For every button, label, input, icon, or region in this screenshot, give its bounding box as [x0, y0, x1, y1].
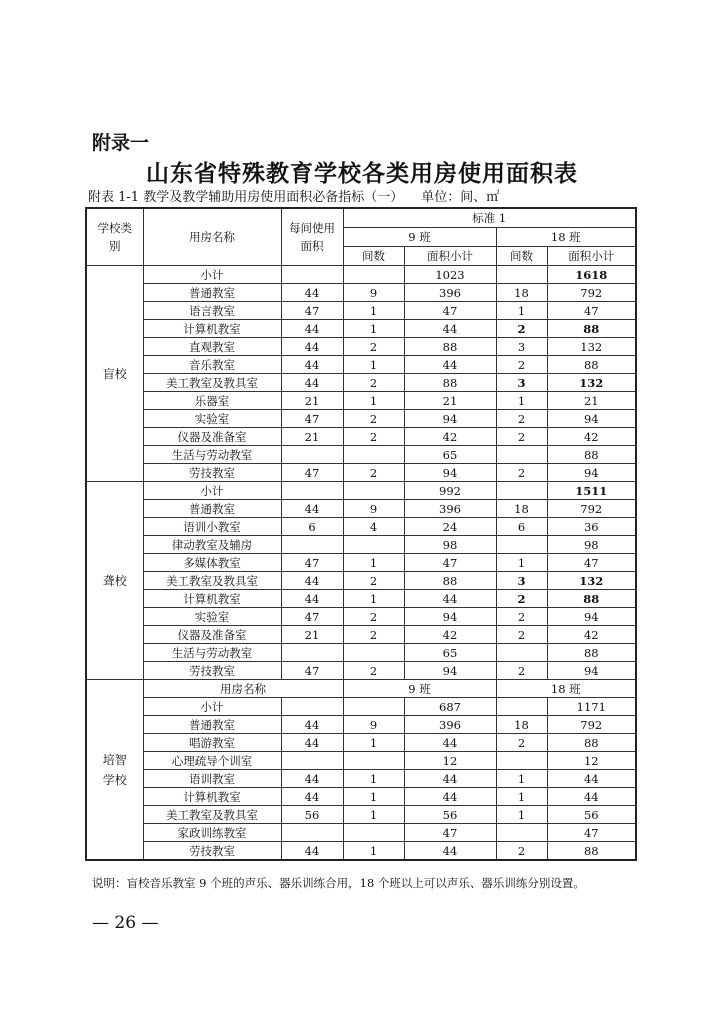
- table-row: [86, 518, 636, 536]
- count-18: 3: [496, 338, 547, 356]
- table-row: [86, 626, 636, 644]
- table-row: [86, 644, 636, 662]
- table-row: [86, 842, 636, 861]
- area-subtotal-18: 21: [547, 392, 636, 410]
- header-school-type: 学校类别: [86, 208, 143, 266]
- area-subtotal-18: 88: [547, 320, 636, 338]
- count-9: 2: [343, 572, 404, 590]
- count-18: 2: [496, 590, 547, 608]
- header-area-subtotal-9: 面积小计: [404, 247, 496, 266]
- count-18: 18: [496, 716, 547, 734]
- area-subtotal-9: 21: [404, 392, 496, 410]
- area-subtotal-18: 42: [547, 428, 636, 446]
- header-room-name: 用房名称: [143, 208, 281, 266]
- table-row: [86, 698, 636, 716]
- count-9: [343, 536, 404, 554]
- count-18: 1: [496, 392, 547, 410]
- per-room-area: 44: [281, 500, 343, 518]
- per-room-area: 44: [281, 338, 343, 356]
- area-subtotal-18: 792: [547, 500, 636, 518]
- per-room-area: 44: [281, 734, 343, 752]
- per-room-area: 44: [281, 788, 343, 806]
- count-18: [496, 482, 547, 500]
- count-18: [496, 536, 547, 554]
- per-room-area: 21: [281, 392, 343, 410]
- header-18-classes: 18 班: [496, 228, 636, 247]
- area-subtotal-18: 44: [547, 788, 636, 806]
- count-18: 2: [496, 608, 547, 626]
- count-9: [343, 698, 404, 716]
- per-room-area: [281, 752, 343, 770]
- table-row: [86, 536, 636, 554]
- count-9: 1: [343, 734, 404, 752]
- area-subtotal-9: 88: [404, 572, 496, 590]
- area-subtotal-9: 687: [404, 698, 496, 716]
- table-row: [86, 410, 636, 428]
- room-name: 劳技教室: [143, 662, 281, 680]
- per-room-area: 44: [281, 284, 343, 302]
- per-room-area: 47: [281, 608, 343, 626]
- per-room-area: 44: [281, 590, 343, 608]
- per-room-area: 21: [281, 626, 343, 644]
- room-name: 普通教室: [143, 284, 281, 302]
- area-subtotal-9: 98: [404, 536, 496, 554]
- per-room-area: 47: [281, 464, 343, 482]
- area-subtotal-18: 1511: [547, 482, 636, 500]
- area-subtotal-9: 396: [404, 716, 496, 734]
- per-room-area: 47: [281, 302, 343, 320]
- per-room-area: 47: [281, 410, 343, 428]
- area-subtotal-18: 792: [547, 716, 636, 734]
- room-name: 生活与劳动教室: [143, 644, 281, 662]
- area-subtotal-9: 47: [404, 554, 496, 572]
- table-row: [86, 824, 636, 842]
- per-room-area: [281, 644, 343, 662]
- room-name: 语训教室: [143, 770, 281, 788]
- area-subtotal-18: 47: [547, 824, 636, 842]
- per-room-area: 44: [281, 374, 343, 392]
- room-name: 多媒体教室: [143, 554, 281, 572]
- count-9: 1: [343, 770, 404, 788]
- area-subtotal-18: 47: [547, 554, 636, 572]
- table-row: [86, 464, 636, 482]
- room-name: 小计: [143, 266, 281, 284]
- room-name: 音乐教室: [143, 356, 281, 374]
- table-row: [86, 482, 636, 500]
- area-subtotal-18: 132: [547, 338, 636, 356]
- count-9: 1: [343, 842, 404, 861]
- count-18: 2: [496, 626, 547, 644]
- count-9: 1: [343, 392, 404, 410]
- per-room-area: [281, 536, 343, 554]
- table-row: [86, 428, 636, 446]
- area-subtotal-9: 396: [404, 284, 496, 302]
- caption-unit: 单位：间、㎡: [421, 190, 500, 205]
- subheader-room-name: 用房名称: [143, 680, 343, 698]
- table-row: [86, 716, 636, 734]
- area-subtotal-9: 65: [404, 446, 496, 464]
- subheader-9-classes: 9 班: [343, 680, 496, 698]
- header-area-subtotal-18: 面积小计: [547, 247, 636, 266]
- count-9: [343, 752, 404, 770]
- room-name: 劳技教室: [143, 842, 281, 861]
- room-name: 乐器室: [143, 392, 281, 410]
- table-caption: [88, 186, 499, 205]
- count-18: 1: [496, 788, 547, 806]
- header-standard: 标准 1: [343, 208, 636, 228]
- room-name: 小计: [143, 698, 281, 716]
- per-room-area: [281, 698, 343, 716]
- room-name: 直观教室: [143, 338, 281, 356]
- room-name: 计算机教室: [143, 320, 281, 338]
- table-row: [86, 338, 636, 356]
- per-room-area: 44: [281, 320, 343, 338]
- area-subtotal-18: 88: [547, 734, 636, 752]
- header-per-room-area: 每间使用面积: [281, 208, 343, 266]
- count-9: 9: [343, 284, 404, 302]
- count-9: 1: [343, 320, 404, 338]
- room-name: 劳技教室: [143, 464, 281, 482]
- school-category: 培智学校: [86, 680, 143, 861]
- count-9: 2: [343, 608, 404, 626]
- count-9: 2: [343, 464, 404, 482]
- per-room-area: 56: [281, 806, 343, 824]
- area-subtotal-18: 88: [547, 590, 636, 608]
- area-subtotal-9: 44: [404, 320, 496, 338]
- area-subtotal-18: 88: [547, 446, 636, 464]
- table-row: [86, 608, 636, 626]
- page-number: — 26 —: [92, 913, 159, 933]
- count-18: 3: [496, 374, 547, 392]
- room-name: 美工教室及教具室: [143, 806, 281, 824]
- per-room-area: 47: [281, 662, 343, 680]
- per-room-area: 6: [281, 518, 343, 536]
- area-subtotal-18: 1618: [547, 266, 636, 284]
- room-name: 计算机教室: [143, 590, 281, 608]
- area-subtotal-18: 56: [547, 806, 636, 824]
- school-category: 盲校: [86, 266, 143, 482]
- table-row: [86, 770, 636, 788]
- count-9: 9: [343, 500, 404, 518]
- count-9: 1: [343, 302, 404, 320]
- room-name: 生活与劳动教室: [143, 446, 281, 464]
- room-name: 小计: [143, 482, 281, 500]
- count-9: 9: [343, 716, 404, 734]
- table-row: [86, 554, 636, 572]
- table-row: [86, 500, 636, 518]
- header-count-9: 间数: [343, 247, 404, 266]
- count-9: [343, 482, 404, 500]
- count-9: 1: [343, 788, 404, 806]
- area-subtotal-18: 132: [547, 374, 636, 392]
- area-subtotal-18: 94: [547, 608, 636, 626]
- room-name: 美工教室及教具室: [143, 374, 281, 392]
- count-9: 1: [343, 590, 404, 608]
- table-row: [86, 374, 636, 392]
- table-row: [86, 320, 636, 338]
- count-18: 2: [496, 662, 547, 680]
- table-row: [86, 302, 636, 320]
- room-name: 美工教室及教具室: [143, 572, 281, 590]
- room-name: 家政训练教室: [143, 824, 281, 842]
- area-subtotal-9: 56: [404, 806, 496, 824]
- table-note: 说明：盲校音乐教室 9 个班的声乐、器乐训练合用，18 个班以上可以声乐、器乐训练分别设置。: [92, 876, 585, 890]
- count-9: 2: [343, 662, 404, 680]
- count-9: [343, 824, 404, 842]
- area-subtotal-9: 94: [404, 608, 496, 626]
- count-18: [496, 824, 547, 842]
- area-subtotal-18: 132: [547, 572, 636, 590]
- section-subheader-row: [86, 680, 636, 698]
- area-subtotal-9: 94: [404, 410, 496, 428]
- count-18: 2: [496, 320, 547, 338]
- room-name: 计算机教室: [143, 788, 281, 806]
- count-18: 2: [496, 356, 547, 374]
- count-9: 2: [343, 410, 404, 428]
- room-name: 语言教室: [143, 302, 281, 320]
- area-subtotal-18: 88: [547, 644, 636, 662]
- area-subtotal-18: 1171: [547, 698, 636, 716]
- per-room-area: [281, 446, 343, 464]
- count-9: 4: [343, 518, 404, 536]
- table-row: [86, 284, 636, 302]
- room-name: 仪器及准备室: [143, 428, 281, 446]
- school-category: 聋校: [86, 482, 143, 680]
- per-room-area: [281, 482, 343, 500]
- count-18: [496, 752, 547, 770]
- page-title: 山东省特殊教育学校各类用房使用面积表: [146, 160, 578, 187]
- area-subtotal-9: 88: [404, 338, 496, 356]
- area-subtotal-9: 44: [404, 842, 496, 861]
- count-18: 18: [496, 284, 547, 302]
- caption-text: 附表 1-1 教学及教学辅助用房使用面积必备指标（一）: [88, 190, 404, 205]
- room-name: 语训小教室: [143, 518, 281, 536]
- area-table: [85, 207, 637, 861]
- count-18: 2: [496, 464, 547, 482]
- area-subtotal-9: 44: [404, 734, 496, 752]
- table-row: [86, 590, 636, 608]
- area-subtotal-9: 44: [404, 356, 496, 374]
- table-row: [86, 446, 636, 464]
- area-subtotal-18: 792: [547, 284, 636, 302]
- area-subtotal-9: 44: [404, 770, 496, 788]
- area-subtotal-9: 94: [404, 464, 496, 482]
- count-9: [343, 446, 404, 464]
- count-18: 3: [496, 572, 547, 590]
- per-room-area: 44: [281, 770, 343, 788]
- per-room-area: 47: [281, 554, 343, 572]
- per-room-area: 44: [281, 572, 343, 590]
- area-subtotal-18: 94: [547, 464, 636, 482]
- per-room-area: 44: [281, 716, 343, 734]
- area-subtotal-18: 44: [547, 770, 636, 788]
- table-row: [86, 806, 636, 824]
- count-18: 2: [496, 410, 547, 428]
- area-subtotal-9: 47: [404, 824, 496, 842]
- room-name: 唱游教室: [143, 734, 281, 752]
- area-subtotal-9: 44: [404, 590, 496, 608]
- area-subtotal-18: 88: [547, 842, 636, 861]
- table-row: [86, 752, 636, 770]
- table-row: [86, 356, 636, 374]
- area-subtotal-18: 88: [547, 356, 636, 374]
- area-subtotal-18: 36: [547, 518, 636, 536]
- per-room-area: 21: [281, 428, 343, 446]
- count-18: 2: [496, 842, 547, 861]
- area-subtotal-9: 42: [404, 626, 496, 644]
- room-name: 实验室: [143, 410, 281, 428]
- count-9: 2: [343, 338, 404, 356]
- table-row: [86, 392, 636, 410]
- per-room-area: [281, 266, 343, 284]
- per-room-area: [281, 824, 343, 842]
- count-18: 6: [496, 518, 547, 536]
- count-9: 1: [343, 806, 404, 824]
- count-9: [343, 266, 404, 284]
- header-9-classes: 9 班: [343, 228, 496, 247]
- table-row: [86, 734, 636, 752]
- count-18: 1: [496, 770, 547, 788]
- area-subtotal-18: 42: [547, 626, 636, 644]
- count-9: 2: [343, 428, 404, 446]
- per-room-area: 44: [281, 842, 343, 861]
- count-9: 2: [343, 626, 404, 644]
- table-row: [86, 266, 636, 284]
- area-subtotal-18: 12: [547, 752, 636, 770]
- area-subtotal-18: 98: [547, 536, 636, 554]
- area-subtotal-18: 94: [547, 410, 636, 428]
- per-room-area: 44: [281, 356, 343, 374]
- area-subtotal-9: 88: [404, 374, 496, 392]
- count-18: [496, 266, 547, 284]
- room-name: 普通教室: [143, 716, 281, 734]
- count-18: [496, 446, 547, 464]
- count-18: 18: [496, 500, 547, 518]
- table-row: [86, 572, 636, 590]
- count-9: [343, 644, 404, 662]
- area-subtotal-9: 992: [404, 482, 496, 500]
- area-subtotal-9: 24: [404, 518, 496, 536]
- room-name: 普通教室: [143, 500, 281, 518]
- room-name: 律动教室及辅房: [143, 536, 281, 554]
- room-name: 心理疏导个训室: [143, 752, 281, 770]
- count-18: [496, 644, 547, 662]
- count-18: 1: [496, 302, 547, 320]
- appendix-label: 附录一: [92, 132, 150, 154]
- area-subtotal-9: 42: [404, 428, 496, 446]
- area-subtotal-9: 44: [404, 788, 496, 806]
- area-subtotal-18: 47: [547, 302, 636, 320]
- subheader-18-classes: 18 班: [496, 680, 636, 698]
- table-row: [86, 662, 636, 680]
- count-18: 2: [496, 734, 547, 752]
- count-9: 1: [343, 356, 404, 374]
- area-subtotal-9: 12: [404, 752, 496, 770]
- area-subtotal-9: 94: [404, 662, 496, 680]
- header-count-18: 间数: [496, 247, 547, 266]
- count-9: 2: [343, 374, 404, 392]
- area-subtotal-9: 1023: [404, 266, 496, 284]
- count-18: 1: [496, 554, 547, 572]
- area-subtotal-9: 47: [404, 302, 496, 320]
- area-subtotal-18: 94: [547, 662, 636, 680]
- room-name: 实验室: [143, 608, 281, 626]
- count-18: [496, 698, 547, 716]
- count-18: 1: [496, 806, 547, 824]
- table-row: [86, 788, 636, 806]
- area-subtotal-9: 396: [404, 500, 496, 518]
- count-18: 2: [496, 428, 547, 446]
- room-name: 仪器及准备室: [143, 626, 281, 644]
- area-subtotal-9: 65: [404, 644, 496, 662]
- count-9: 1: [343, 554, 404, 572]
